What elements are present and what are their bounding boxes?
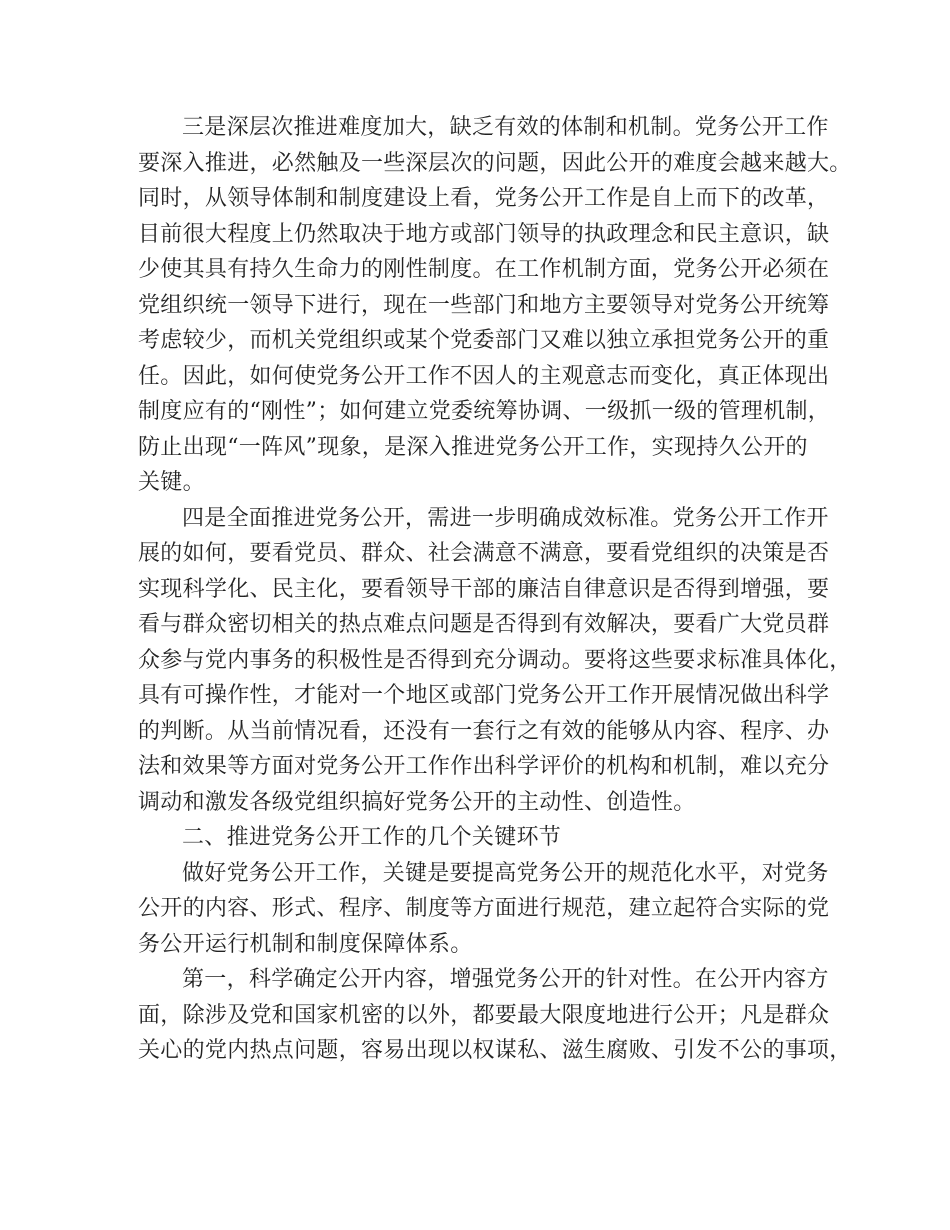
text-line: 防止出现“一阵风”现象，是深入推进党务公开工作，实现持久公开的	[138, 434, 808, 460]
text-line: 二、推进党务公开工作的几个关键环节	[182, 825, 562, 850]
text-line: 关键。	[138, 470, 205, 495]
text-line: 四是全面推进党务公开，需进一步明确成效标准。党务公开工作开	[182, 505, 829, 531]
text-line: 务公开运行机制和制度保障体系。	[138, 931, 473, 957]
text-line: 三是深层次推进难度加大，缺乏有效的体制和机制。党务公开工作	[182, 115, 829, 140]
text-line: 目前很大程度上仍然取决于地方或部门领导的执政理念和民主意识，缺	[138, 221, 830, 247]
text-line: 考虑较少，而机关党组织或某个党委部门又难以独立承担党务公开的重	[138, 328, 830, 353]
text-line: 面，除涉及党和国家机密的以外，都要最大限度地进行公开；凡是群众	[138, 1002, 830, 1028]
text-line: 展的如何，要看党员、群众、社会满意不满意，要看党组织的决策是否	[138, 541, 830, 566]
text-line: 制度应有的“刚性”；如何建立党委统筹协调、一级抓一级的管理机制，	[138, 399, 831, 424]
text-line: 实现科学化、民主化，要看领导干部的廉洁自律意识是否得到增强，要	[138, 576, 830, 602]
text-line: 同时，从领导体制和制度建设上看，党务公开工作是自上而下的改革，	[138, 186, 830, 211]
text-line: 公开的内容、形式、程序、制度等方面进行规范，建立起符合实际的党	[138, 896, 830, 921]
text-line: 看与群众密切相关的热点难点问题是否得到有效解决，要看广大党员群	[138, 612, 830, 637]
text-line: 关心的党内热点问题，容易出现以权谋私、滋生腐败、引发不公的事项，	[138, 1038, 852, 1063]
text-line: 调动和激发各级党组织搞好党务公开的主动性、创造性。	[138, 789, 696, 815]
text-line: 的判断。从当前情况看，还没有一套行之有效的能够从内容、程序、办	[138, 718, 830, 744]
text-line: 任。因此，如何使党务公开工作不因人的主观意志而变化，真正体现出	[138, 363, 830, 389]
text-line: 具有可操作性，才能对一个地区或部门党务公开工作开展情况做出科学	[138, 683, 830, 708]
text-line: 法和效果等方面对党务公开工作作出科学评价的机构和机制，难以充分	[138, 754, 830, 779]
text-line: 要深入推进，必然触及一些深层次的问题，因此公开的难度会越来越大。	[138, 150, 852, 176]
text-line: 众参与党内事务的积极性是否得到充分调动。要将这些要求标准具体化，	[138, 647, 852, 673]
document-body	[138, 110, 852, 1069]
text-line: 第一，科学确定公开内容，增强党务公开的针对性。在公开内容方	[182, 967, 829, 992]
text-line: 少使其具有持久生命力的刚性制度。在工作机制方面，党务公开必须在	[138, 257, 830, 282]
text-line: 做好党务公开工作，关键是要提高党务公开的规范化水平，对党务	[182, 860, 829, 886]
text-line: 党组织统一领导下进行，现在一些部门和地方主要领导对党务公开统筹	[138, 292, 830, 318]
